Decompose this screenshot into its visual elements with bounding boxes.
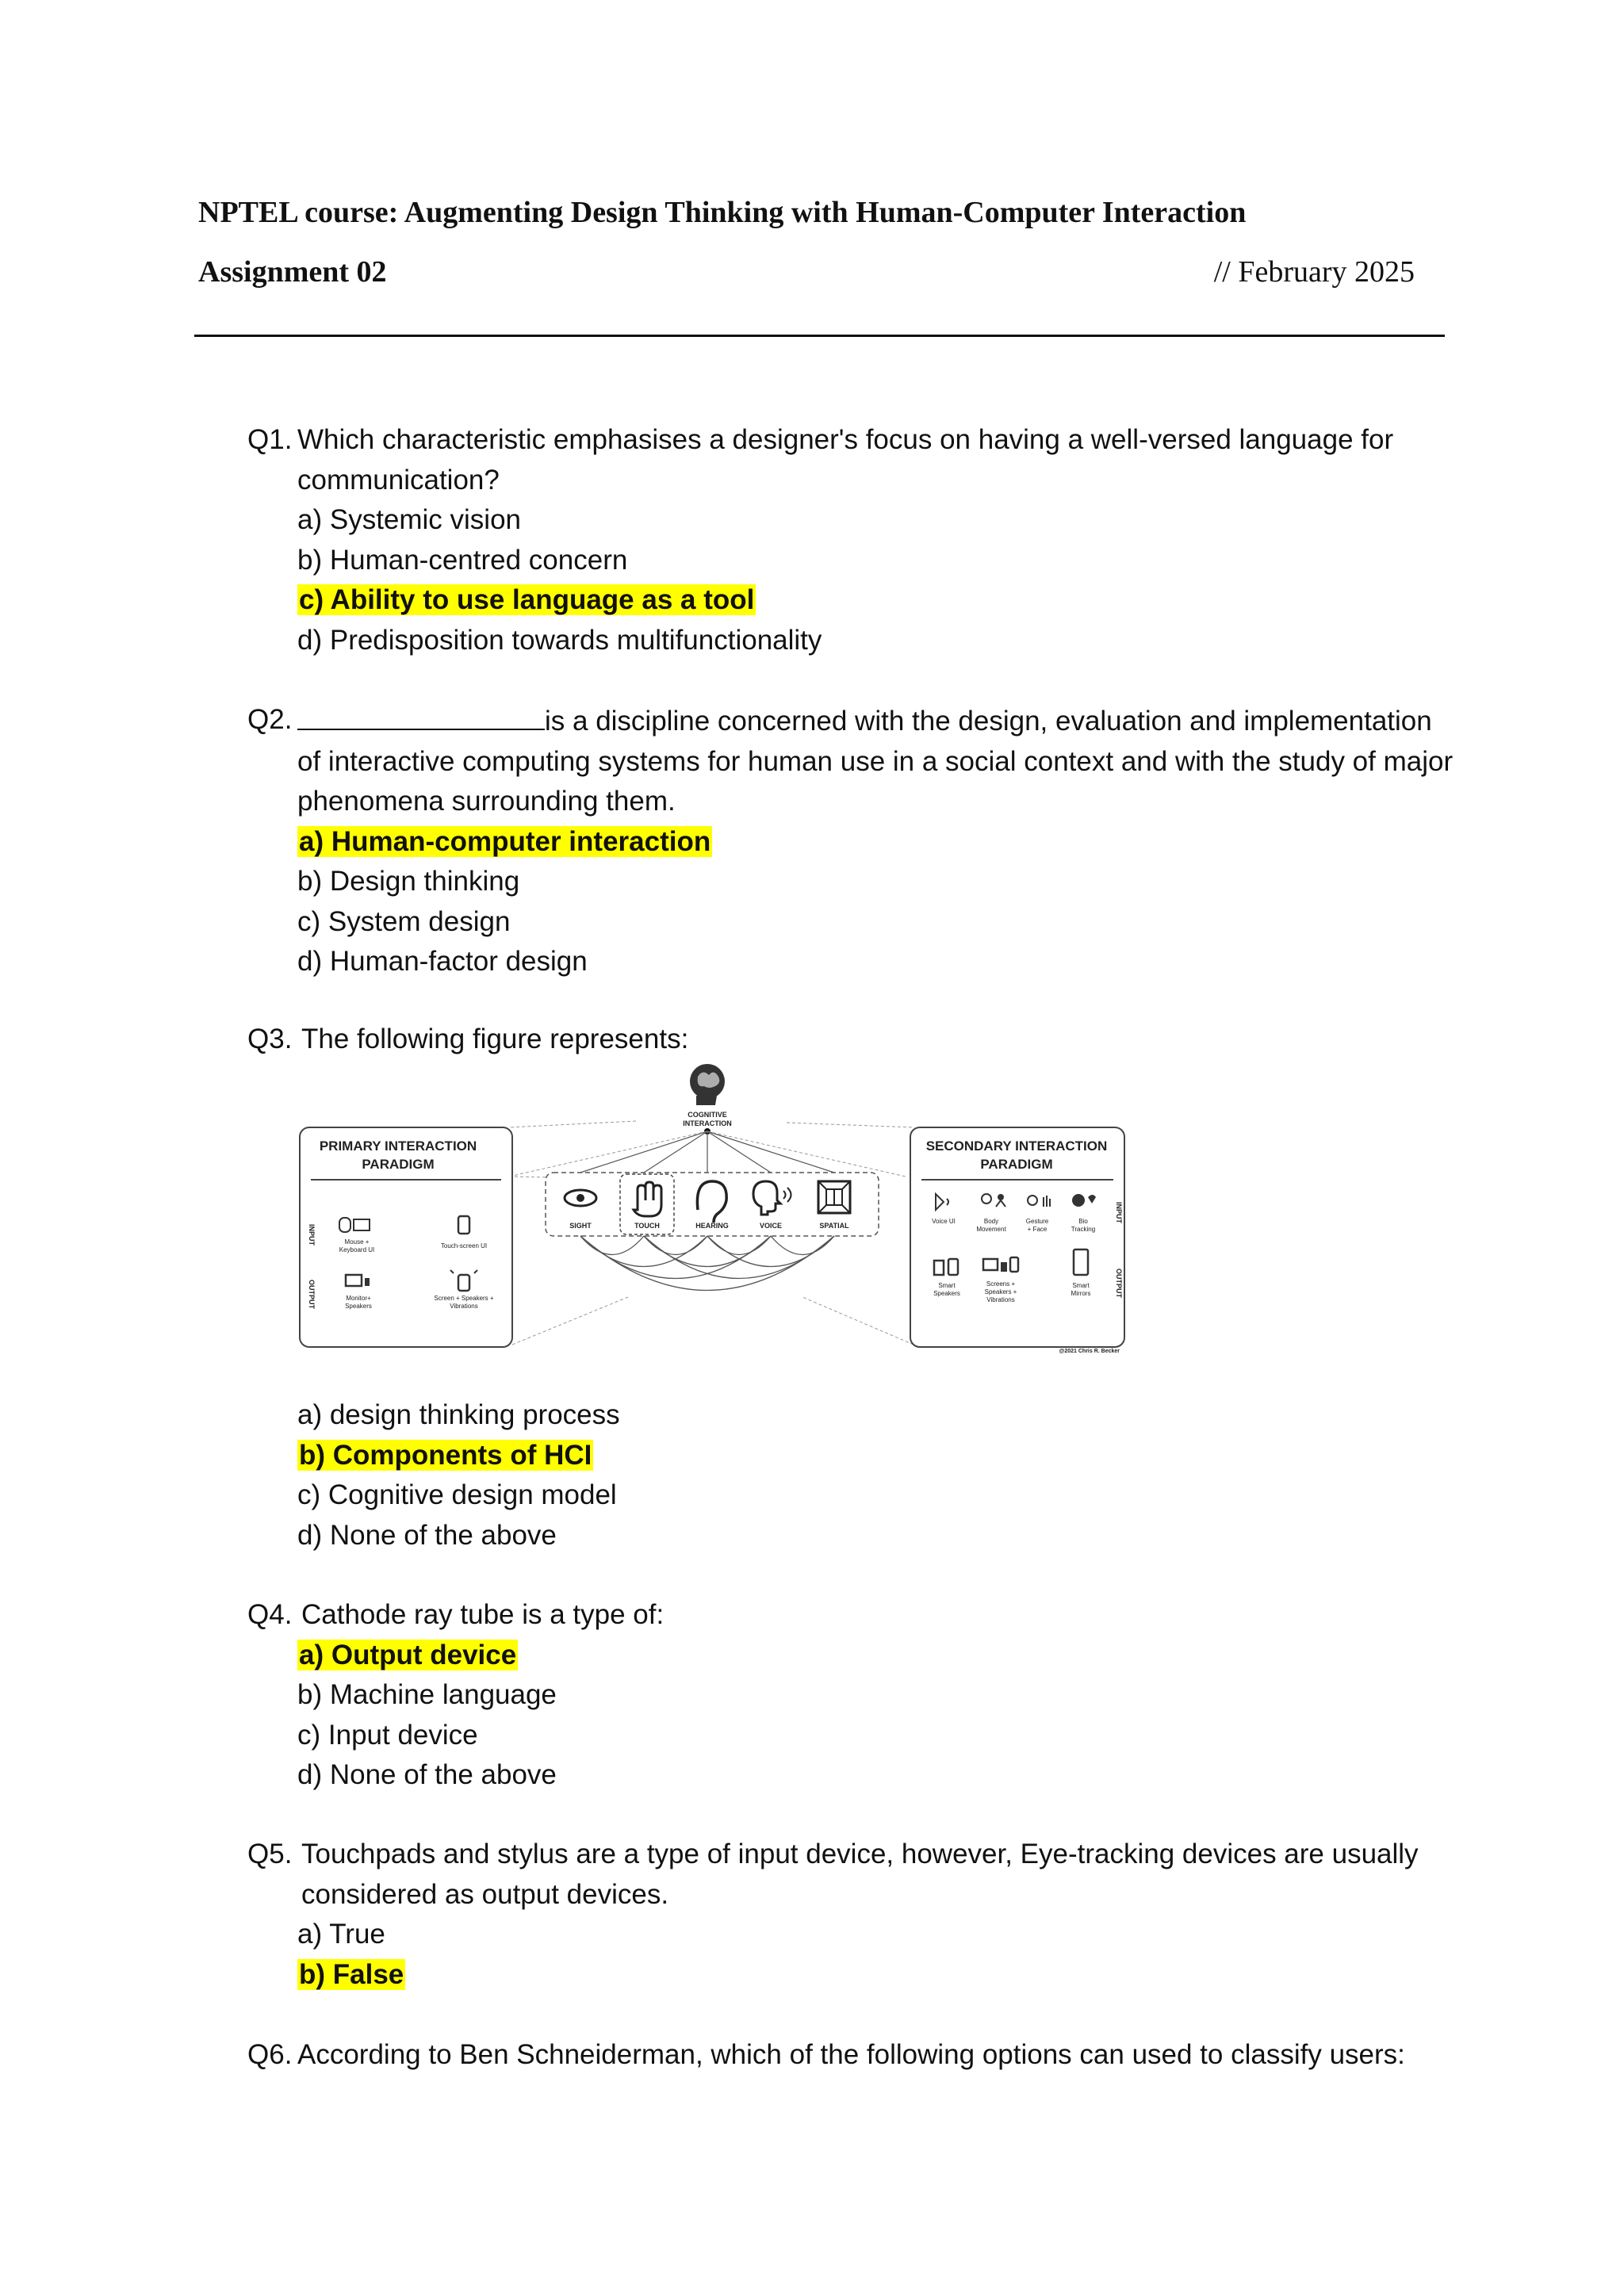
hci-components-figure xyxy=(295,1059,1129,1354)
output-label: OUTPUT xyxy=(308,1280,316,1309)
question-number: Q1. xyxy=(247,424,293,455)
input-label: INPUT xyxy=(308,1224,316,1246)
option-b: b) Design thinking xyxy=(297,866,520,897)
option-d: d) None of the above xyxy=(297,1759,557,1790)
secondary-item: Body xyxy=(983,1218,999,1225)
cognitive-label: INTERACTION xyxy=(683,1119,732,1127)
option-d: d) None of the above xyxy=(297,1519,557,1551)
option-c: c) Cognitive design model xyxy=(297,1479,617,1510)
correct-answer-highlight: a) Human-computer interaction xyxy=(299,825,711,857)
output-label: OUTPUT xyxy=(1115,1269,1123,1298)
course-title: NPTEL course: Augmenting Design Thinking with Human-Computer Interaction xyxy=(198,196,1247,229)
primary-paradigm-title: PARADIGM xyxy=(362,1157,435,1172)
option-b: b) Human-centred concern xyxy=(297,544,628,576)
option-a: a) True xyxy=(297,1919,385,1950)
question-1 xyxy=(247,420,1461,660)
question-number: Q4. xyxy=(247,1599,293,1630)
correct-answer-highlight: b) Components of HCI xyxy=(299,1439,592,1471)
cognitive-label: COGNITIVE xyxy=(688,1111,727,1119)
primary-item: Touch-screen UI xyxy=(440,1242,488,1249)
option-a: a) Systemic vision xyxy=(297,504,522,535)
question-6 xyxy=(247,2035,1461,2076)
sense-label: HEARING xyxy=(695,1222,729,1230)
option-c: c) Input device xyxy=(297,1719,478,1751)
secondary-paradigm-title: PARADIGM xyxy=(980,1157,1053,1172)
question-text: Cathode ray tube is a type of: xyxy=(301,1599,665,1630)
option-b: b) Machine language xyxy=(297,1679,557,1710)
secondary-item: Voice UI xyxy=(932,1218,956,1225)
question-5 xyxy=(247,1835,1461,1995)
question-3-options xyxy=(247,1395,1461,1556)
correct-answer-highlight: c) Ability to use language as a tool xyxy=(299,584,755,615)
header-divider xyxy=(194,335,1445,337)
figure-credit: @2021 Chris R. Becker xyxy=(1059,1349,1120,1354)
question-number: Q3. xyxy=(247,1024,293,1054)
sense-label: SPATIAL xyxy=(819,1222,849,1230)
question-4 xyxy=(247,1595,1461,1796)
sense-label: SIGHT xyxy=(569,1222,592,1230)
option-d: d) Predisposition towards multifunctionality xyxy=(297,624,822,656)
question-text: Which characteristic emphasises a designer's focus on having a well-versed language for communication? xyxy=(297,424,1394,496)
secondary-item: + Face xyxy=(1027,1226,1048,1233)
option-c: c) System design xyxy=(297,905,511,937)
question-text: Touchpads and stylus are a type of input device, however, Eye-tracking devices are usually considered as output devices. xyxy=(301,1839,1419,1910)
fill-in-blank xyxy=(297,700,545,730)
secondary-item: Smart xyxy=(938,1282,956,1289)
primary-item: Keyboard UI xyxy=(339,1246,375,1253)
primary-item: Monitor+ xyxy=(346,1295,371,1302)
brain-head-icon xyxy=(690,1064,725,1105)
sense-connection-arcs xyxy=(580,1236,834,1291)
primary-item: Speakers xyxy=(345,1303,372,1310)
sense-label: VOICE xyxy=(759,1222,783,1230)
question-text: According to Ben Schneiderman, which of the following options can used to classify users: xyxy=(297,2039,1405,2070)
question-3 xyxy=(247,1020,1461,1060)
question-number: Q5. xyxy=(247,1839,293,1869)
secondary-item: Screens + xyxy=(986,1280,1016,1288)
primary-item: Mouse + xyxy=(344,1238,370,1246)
secondary-item: Speakers xyxy=(933,1290,960,1297)
primary-paradigm-title: PRIMARY INTERACTION xyxy=(319,1138,477,1154)
secondary-item: Smart xyxy=(1072,1282,1090,1289)
question-number: Q6. xyxy=(247,2039,293,2070)
question-2 xyxy=(247,700,1461,982)
secondary-item: Movement xyxy=(976,1226,1006,1233)
question-text: The following figure represents: xyxy=(301,1024,689,1054)
secondary-paradigm-title: SECONDARY INTERACTION xyxy=(925,1138,1108,1154)
correct-answer-highlight: a) Output device xyxy=(299,1639,517,1670)
correct-answer-highlight: b) False xyxy=(299,1958,404,1990)
question-text: is a discipline concerned with the design, evaluation and implementation of interactive computing systems for human use in a social context and with the study of major phenomena surrounding them. xyxy=(297,706,1454,817)
assignment-label: Assignment 02 xyxy=(198,255,387,289)
input-label: INPUT xyxy=(1115,1202,1123,1223)
option-a: a) design thinking process xyxy=(297,1399,620,1430)
sense-label: TOUCH xyxy=(634,1222,660,1230)
secondary-item: Vibrations xyxy=(986,1296,1015,1303)
question-number: Q2. xyxy=(247,704,293,735)
secondary-item: Speakers + xyxy=(984,1288,1017,1295)
option-d: d) Human-factor design xyxy=(297,946,588,977)
secondary-item: Tracking xyxy=(1071,1226,1096,1233)
primary-item: Vibrations xyxy=(450,1303,478,1310)
secondary-item: Bio xyxy=(1078,1218,1088,1225)
assignment-date: // February 2025 xyxy=(1213,255,1415,289)
primary-item: Screen + Speakers + xyxy=(434,1295,494,1302)
secondary-item: Gesture xyxy=(1025,1218,1049,1225)
secondary-item: Mirrors xyxy=(1071,1290,1091,1297)
